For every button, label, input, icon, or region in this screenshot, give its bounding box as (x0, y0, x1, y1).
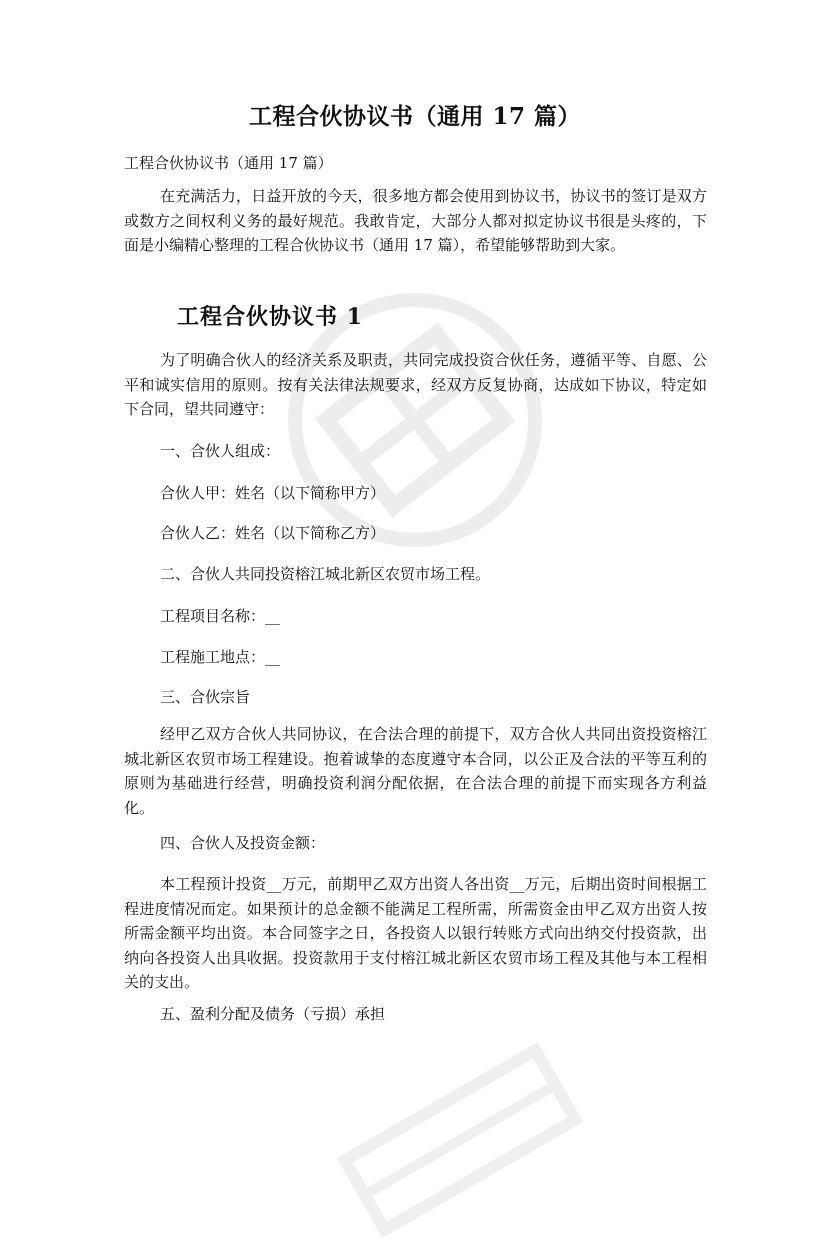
document-title: 工程合伙协议书（通用 17 篇） (248, 103, 582, 130)
document-subtitle: 工程合伙协议书（通用 17 篇） (124, 154, 333, 172)
clause-3-heading: 三、合伙宗旨 (160, 688, 251, 706)
clause-1-heading: 一、合伙人组成： (160, 442, 281, 460)
section-intro-paragraph: 为了明确合伙人的经济关系及职责，共同完成投资合伙任务，遵循平等、自愿、公平和诚实信用的原则。按有关法律法规要求，经双方反复协商，达成如下协议，特定如下合同，望共同遵守： (124, 351, 707, 418)
partner-b-line: 合伙人乙：姓名（以下简称乙方） (160, 524, 386, 542)
clause-4-heading: 四、合伙人及投资金额： (160, 834, 326, 852)
watermark-seal-bottom (317, 1023, 602, 1257)
intro-paragraph: 在充满活力，日益开放的今天，很多地方都会使用到协议书，协议书的签订是双方或数方之间权利义务的最好规范。我敢肯定，大部分人都对拟定协议书很是头疼的，下面是小编精心整理的工程合伙协议书（通用 17 篇），希望能够帮助到大家。 (124, 187, 707, 254)
purpose-paragraph: 经甲乙双方合伙人共同协议，在合法合理的前提下，双方合伙人共同出资投资榕江城北新区农贸市场工程建设。抱着诚挚的态度遵守本合同，以公正及合法的平等互利的原则为基础进行经营，明确投资利润分配依据，在合法合理的前提下而实现各方利益化。 (124, 725, 707, 817)
clause-5-heading: 五、盈利分配及债务（亏损）承担 (160, 1005, 386, 1023)
section-heading: 工程合伙协议书 1 (177, 304, 363, 330)
project-location-line: 工程施工地点：__ (160, 648, 281, 666)
partner-a-line: 合伙人甲：姓名（以下简称甲方） (160, 484, 386, 502)
project-name-line: 工程项目名称：__ (160, 607, 281, 625)
investment-paragraph: 本工程预计投资__万元，前期甲乙双方出资人各出资__万元，后期出资时间根据工程进度情况而定。如果预计的总金额不能满足工程所需，所需资金由甲乙双方出资人按所需金额平均出资。本合同签字之日，各投资人以银行转账方式向出纳交付投资款，出纳向各投资人出具收据。投资款用于支付榕江城北新区农贸市场工程及其他与本工程相关的支出。 (124, 875, 707, 991)
clause-2-heading: 二、合伙人共同投资榕江城北新区农贸市场工程。 (160, 565, 491, 583)
